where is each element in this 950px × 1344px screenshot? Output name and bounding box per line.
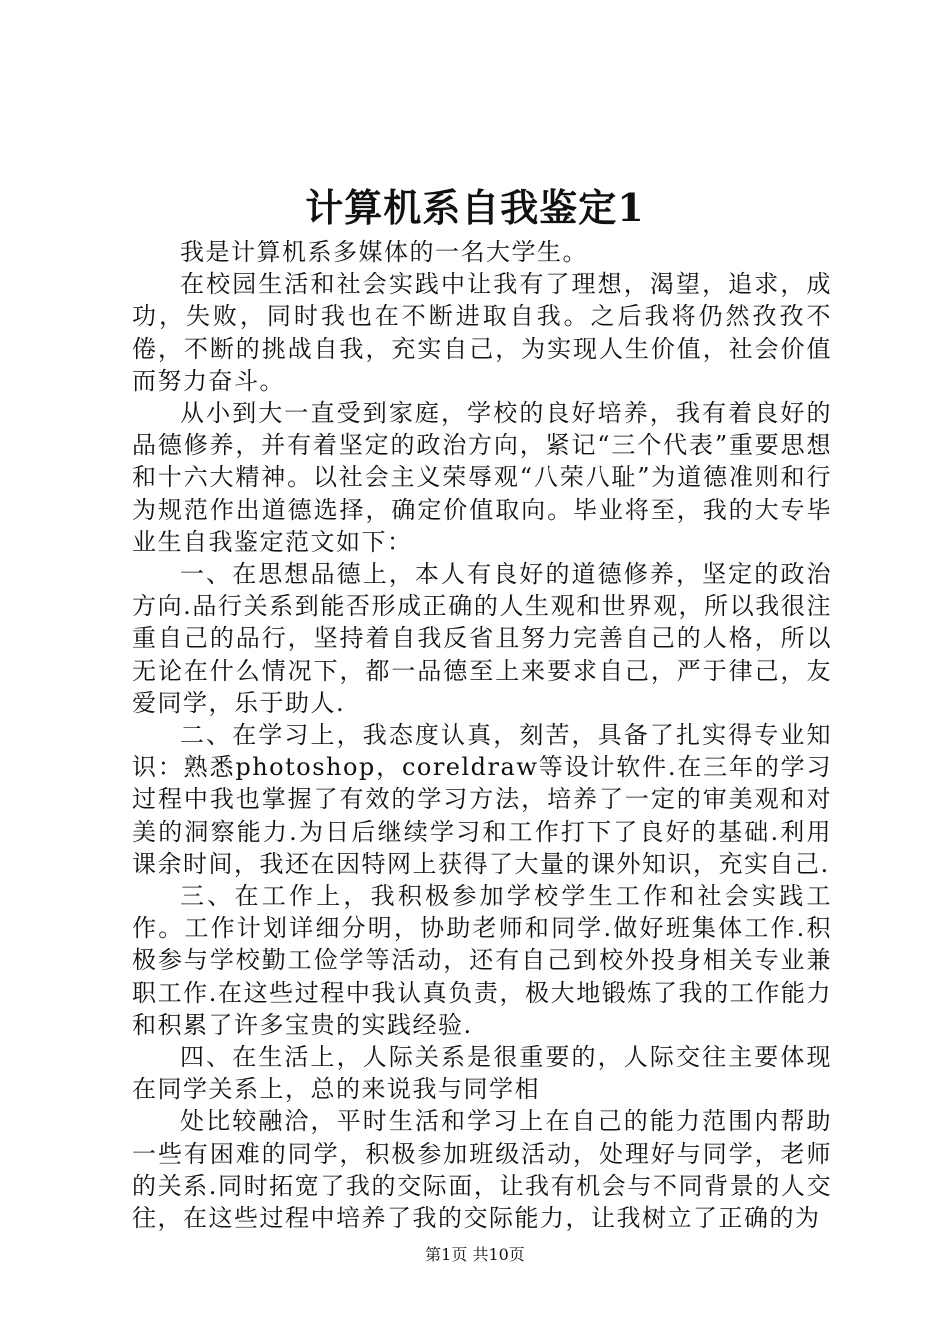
paragraph-upbringing: 从小到大一直受到家庭，学校的良好培养，我有着良好的品德修养，并有着坚定的政治方向，紧记“三个代表”重要思想和十六大精神。以社会主义荣辱观“八荣八耻”为道德准则和行为规范作出道德选择，确定价值取向。毕业将至，我的大专毕业生自我鉴定范文如下： (132, 399, 832, 556)
paragraph-morality: 一、在思想品德上，本人有良好的道德修养，坚定的政治方向.品行关系到能否形成正确的人生观和世界观，所以我很注重自己的品行，坚持着自我反省且努力完善自己的人格，所以无论在什么情况下，都一品德至上来要求自己，严于律己，友爱同学，乐于助人. (132, 560, 832, 717)
document-title: 计算机系自我鉴定1 (305, 185, 645, 230)
paragraph-life: 四、在生活上，人际关系是很重要的，人际交往主要体现在同学关系上，总的来说我与同学相 (132, 1043, 832, 1104)
paragraph-relations: 处比较融洽，平时生活和学习上在自己的能力范围内帮助一些有困难的同学，积极参加班级活动，处理好与同学，老师的关系.同时拓宽了我的交际面，让我有机会与不同背景的人交往，在这些过程中培养了我的交际能力，让我树立了正确的为 (132, 1107, 832, 1233)
paragraph-study: 二、在学习上，我态度认真，刻苦，具备了扎实得专业知识：熟悉photoshop，coreldraw等设计软件.在三年的学习过程中我也掌握了有效的学习方法，培养了一定的审美观和对美的洞察能力.为日后继续学习和工作打下了良好的基础.利用课余时间，我还在因特网上获得了大量的课外知识，充实自己. (132, 721, 832, 878)
paragraph-ideals: 在校园生活和社会实践中让我有了理想，渴望，追求，成功，失败，同时我也在不断进取自我。之后我将仍然孜孜不倦，不断的挑战自我，充实自己，为实现人生价值，社会价值而努力奋斗。 (132, 270, 832, 395)
page-footer: 第1页 共10页 (425, 1245, 525, 1264)
paragraph-intro: 我是计算机系多媒体的一名大学生。 (180, 238, 588, 266)
document-body (132, 236, 832, 1234)
paragraph-work: 三、在工作上，我积极参加学校学生工作和社会实践工作。工作计划详细分明，协助老师和同学.做好班集体工作.积极参与学校勤工俭学等活动，还有自己到校外投身相关专业兼职工作.在这些过程中我认真负责，极大地锻炼了我的工作能力和积累了许多宝贵的实践经验. (132, 882, 832, 1039)
